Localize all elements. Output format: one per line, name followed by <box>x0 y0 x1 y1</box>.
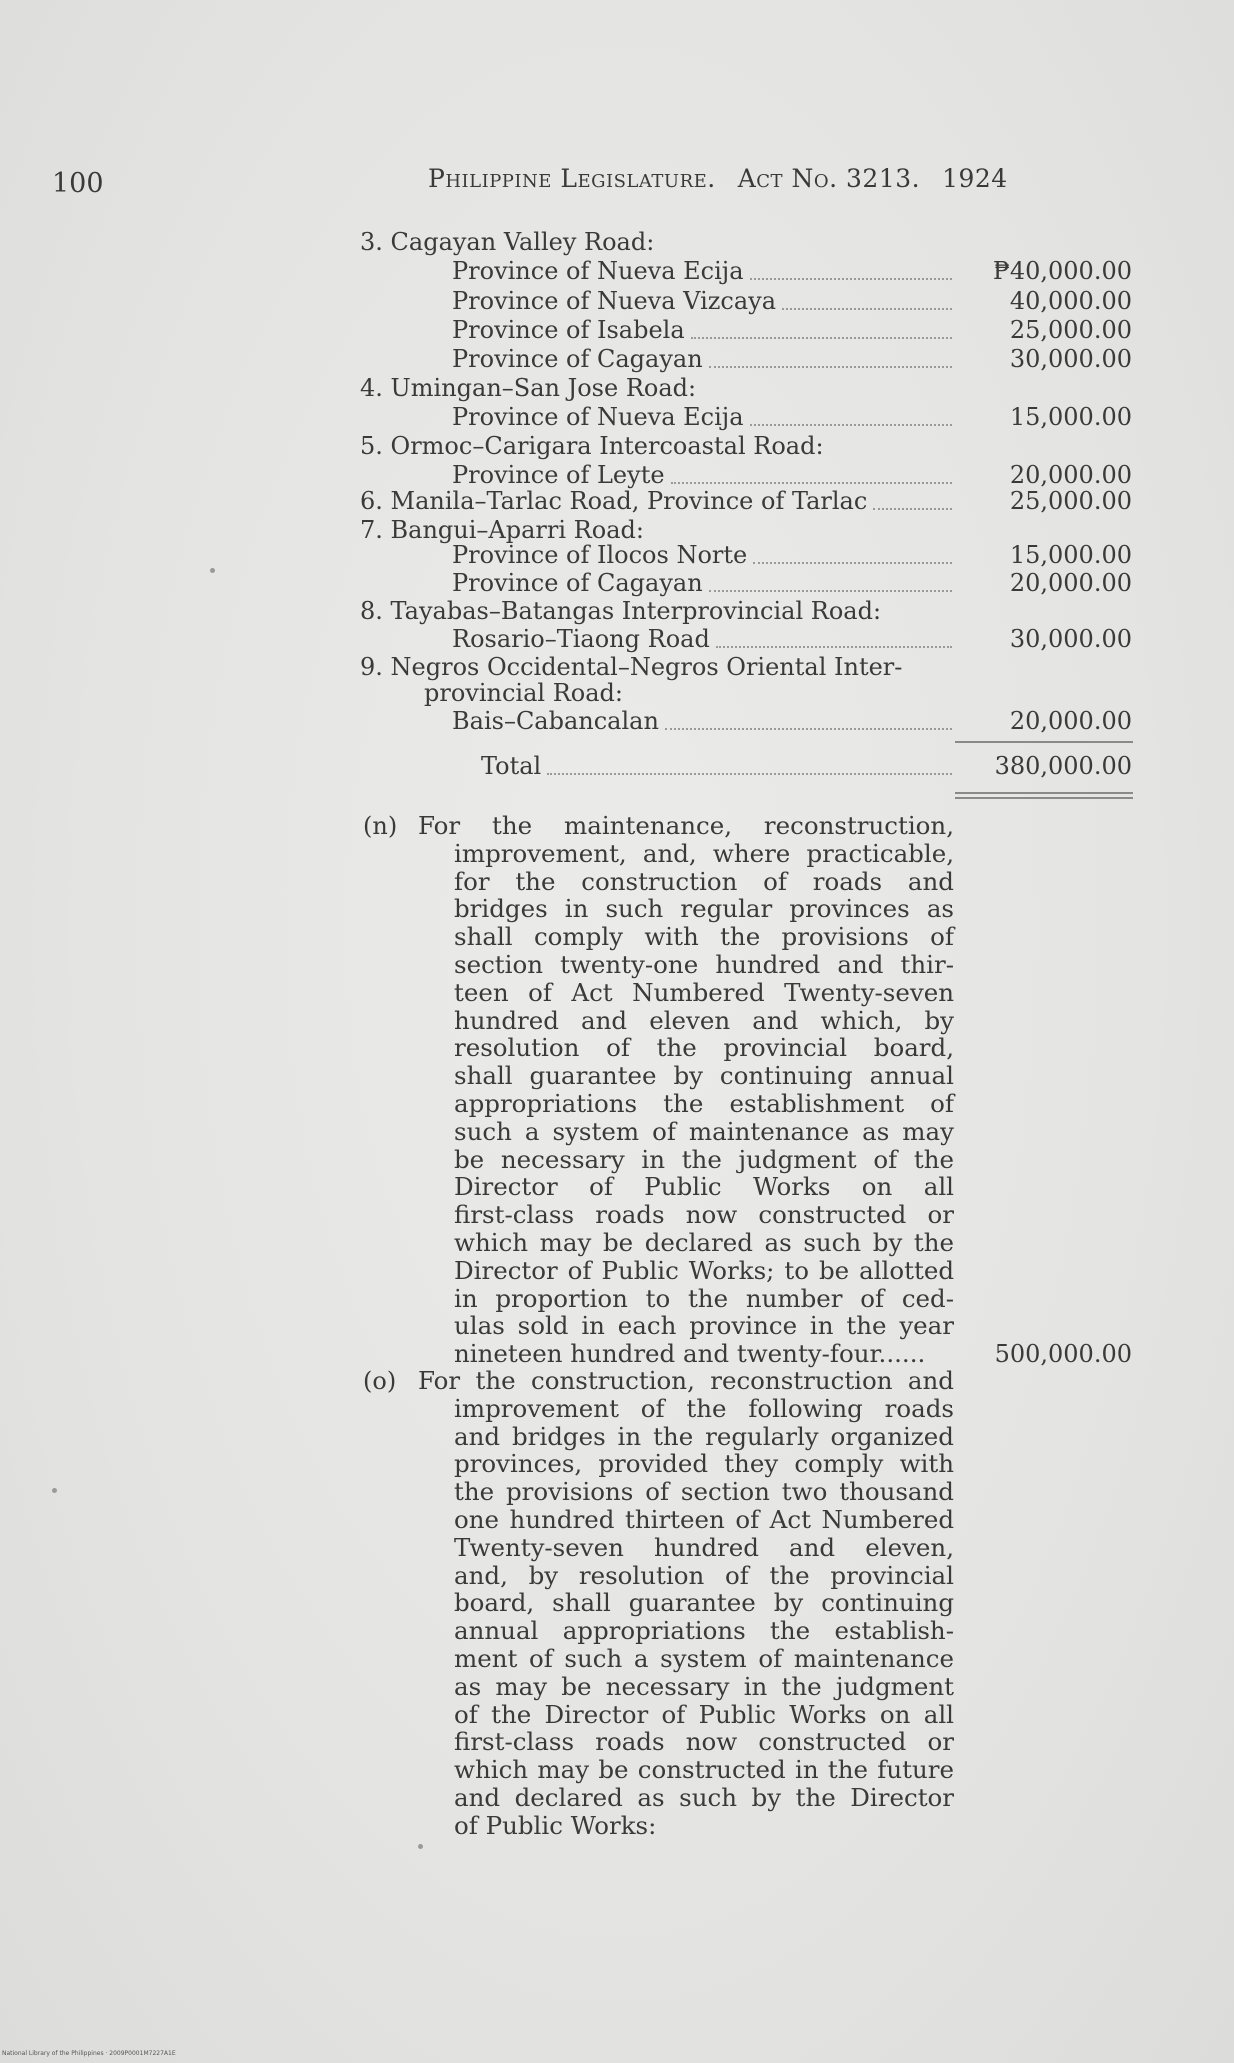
total-label: Total <box>481 752 542 780</box>
dot-leader <box>665 728 952 730</box>
paragraph-line: bridges in such regular provinces as <box>454 894 954 924</box>
paragraph-line: in proportion to the number of ced- <box>454 1283 954 1313</box>
dot-leader <box>750 278 952 280</box>
paragraph-body <box>418 1367 954 1840</box>
dot-leader <box>782 308 952 310</box>
road-heading: 9. Negros Occidental–Negros Oriental Inter- <box>360 653 903 681</box>
item-amount: 40,000.00 <box>1009 287 1132 315</box>
paragraph-line: shall guarantee by continuing annual <box>454 1061 954 1091</box>
dot-leader <box>691 337 952 339</box>
paragraph-line: as may be necessary in the judgment <box>454 1671 954 1701</box>
paragraph-line: and declared as such by the Director <box>454 1782 954 1812</box>
item-amount: 20,000.00 <box>1009 707 1132 735</box>
item-amount: 15,000.00 <box>1009 403 1132 431</box>
item-label: Province of Nueva Ecija <box>452 257 744 285</box>
item-label: Province of Nueva Ecija <box>452 403 744 431</box>
paragraph-line: For the maintenance, reconstruction, <box>418 811 954 840</box>
dot-leader <box>873 508 952 510</box>
paragraph-line: such a system of maintenance as may <box>454 1116 954 1146</box>
item-amount: 25,000.00 <box>1009 487 1132 515</box>
paragraph-line: ulas sold in each province in the year <box>454 1311 954 1341</box>
paragraph-line: section twenty-one hundred and thir- <box>454 949 954 979</box>
running-header <box>428 164 1008 193</box>
item-amount: 30,000.00 <box>1009 345 1132 373</box>
item-amount: 30,000.00 <box>1009 625 1132 653</box>
total-amount: 380,000.00 <box>994 752 1132 780</box>
paragraph-line: which may be constructed in the future <box>454 1755 954 1785</box>
paragraph-line: first-class roads now constructed or <box>454 1200 954 1230</box>
road-heading: 5. Ormoc–Carigara Intercoastal Road: <box>360 432 824 460</box>
item-label: Province of Isabela <box>452 316 685 344</box>
speck <box>210 568 215 573</box>
paragraph-body <box>418 812 954 1368</box>
paragraph-line: the provisions of section two thousand <box>454 1477 954 1507</box>
paragraph-line: teen of Act Numbered Twenty-seven <box>454 977 954 1007</box>
item-amount: 20,000.00 <box>1009 569 1132 597</box>
dot-leader <box>547 773 952 775</box>
paragraph-line: which may be declared as such by the <box>454 1227 954 1257</box>
paragraph-line: improvement, and, where practicable, <box>454 838 954 868</box>
road-heading: 3. Cagayan Valley Road: <box>360 228 655 256</box>
item-label: provincial Road: <box>424 679 623 707</box>
paragraph-line: hundred and eleven and which, by <box>454 1005 954 1035</box>
item-label: Province of Ilocos Norte <box>452 541 748 569</box>
paragraph-line: board, shall guarantee by continuing <box>454 1588 954 1618</box>
item-amount: 25,000.00 <box>1009 316 1132 344</box>
paragraph-line: nineteen hundred and twenty-four...... <box>454 1339 926 1369</box>
item-label: Rosario–Tiaong Road <box>452 625 710 653</box>
header-act: Act No. 3213. <box>737 164 921 193</box>
paragraph-line: provinces, provided they comply with <box>454 1449 954 1479</box>
paragraph-line: For the construction, reconstruction and <box>418 1366 954 1395</box>
paragraph-line: be necessary in the judgment of the <box>454 1144 954 1174</box>
paragraph-label: (o) <box>363 1367 397 1395</box>
paragraph-line: of Public Works: <box>454 1810 657 1840</box>
dot-leader <box>709 590 952 592</box>
dot-leader <box>709 366 952 368</box>
paragraph-line: for the construction of roads and <box>454 866 954 896</box>
paragraph-amount: 500,000.00 <box>994 1340 1132 1369</box>
dot-leader <box>716 646 952 648</box>
paragraph-line: one hundred thirteen of Act Numbered <box>454 1504 954 1534</box>
dot-leader <box>671 482 952 484</box>
sum-rule <box>955 741 1133 743</box>
paragraph-line: improvement of the following roads <box>454 1393 954 1423</box>
item-label: Province of Nueva Vizcaya <box>452 287 776 315</box>
item-label: Bais–Cabancalan <box>452 707 659 735</box>
item-amount: 15,000.00 <box>1009 541 1132 569</box>
item-amount: 20,000.00 <box>1009 461 1132 489</box>
paragraph-label: (n) <box>363 812 398 840</box>
double-rule-top <box>955 792 1133 794</box>
road-heading: 8. Tayabas–Batangas Interprovincial Road: <box>360 597 882 625</box>
library-footer: National Library of the Philippines · 2009P0001M7227A1E <box>2 2050 176 2057</box>
paragraph-line: Director of Public Works; to be allotted <box>454 1255 954 1285</box>
paragraph-line: of the Director of Public Works on all <box>454 1699 954 1729</box>
paragraph-line: first-class roads now constructed or <box>454 1727 954 1757</box>
page-number: 100 <box>52 168 104 199</box>
double-rule-bottom <box>955 797 1133 799</box>
road-heading: 4. Umingan–San Jose Road: <box>360 374 697 402</box>
paragraph-line: and bridges in the regularly organized <box>454 1421 954 1451</box>
item-label: Province of Cagayan <box>452 569 703 597</box>
header-legislature: Philippine Legislature. <box>428 164 716 193</box>
speck <box>418 1844 423 1849</box>
speck <box>52 1488 57 1493</box>
paragraph-line: ment of such a system of maintenance <box>454 1643 954 1673</box>
road-heading: 6. Manila–Tarlac Road, Province of Tarlac <box>360 487 868 515</box>
paragraph-line: appropriations the establishment of <box>454 1088 954 1118</box>
item-label: Province of Cagayan <box>452 345 703 373</box>
item-label: Province of Leyte <box>452 461 665 489</box>
item-amount: ₱40,000.00 <box>992 257 1132 285</box>
paragraph-line: and, by resolution of the provincial <box>454 1560 954 1590</box>
paragraph-line: Twenty-seven hundred and eleven, <box>454 1532 954 1562</box>
road-heading: 7. Bangui–Aparri Road: <box>360 516 644 544</box>
dot-leader <box>753 562 952 564</box>
paragraph-line: shall comply with the provisions of <box>454 922 954 952</box>
paragraph-line: resolution of the provincial board, <box>454 1033 954 1063</box>
paragraph-line: annual appropriations the establish- <box>454 1616 954 1646</box>
header-year: 1924 <box>942 164 1008 193</box>
dot-leader <box>750 424 952 426</box>
paragraph-line: Director of Public Works on all <box>454 1172 954 1202</box>
